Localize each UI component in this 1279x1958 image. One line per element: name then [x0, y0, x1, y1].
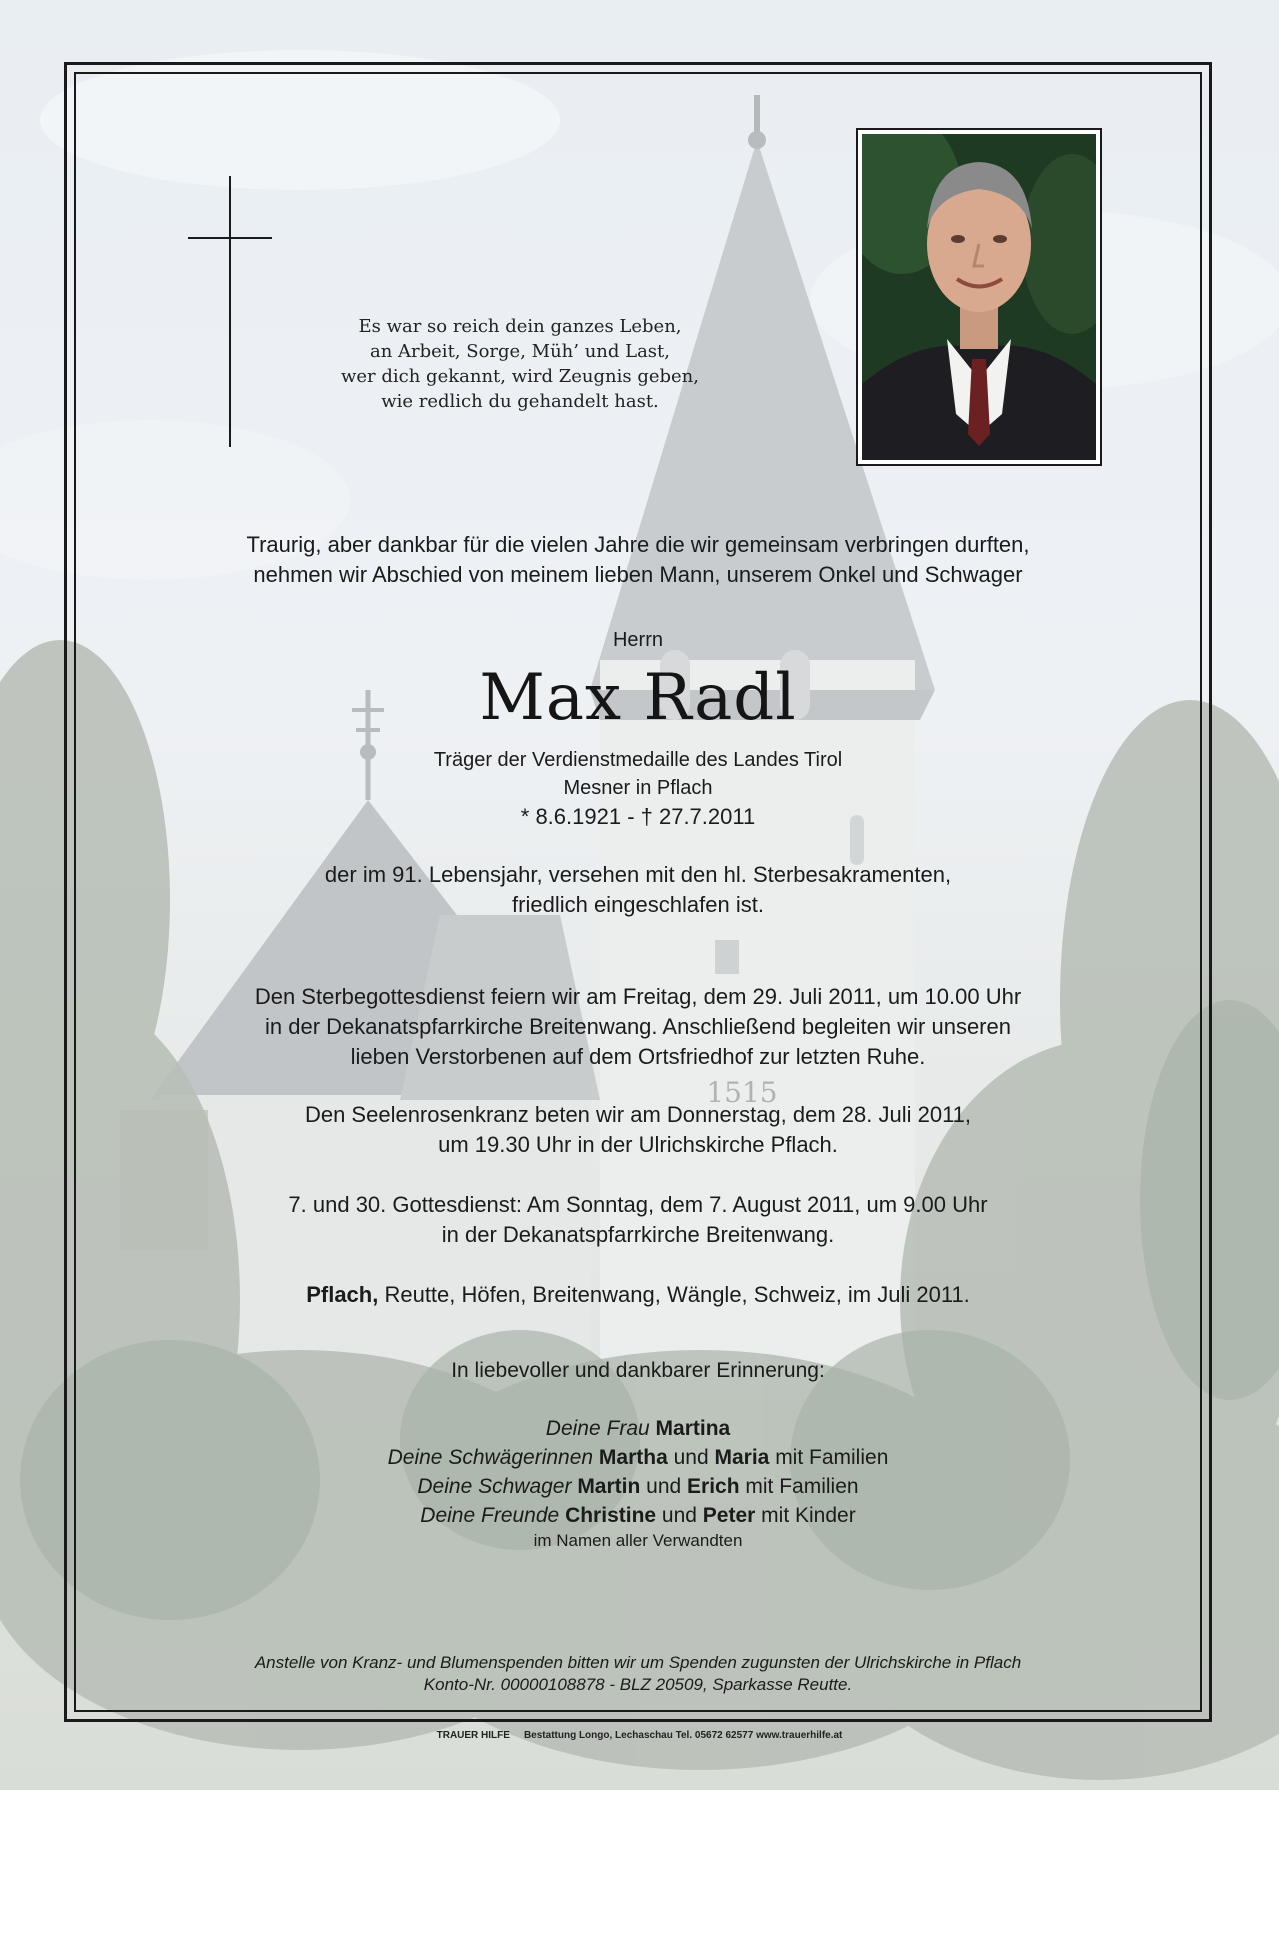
poem-line: wer dich gekannt, wird Zeugnis geben, [341, 366, 699, 387]
intro-line: nehmen wir Abschied von meinem lieben Mann, unserem Onkel und Schwager [253, 562, 1023, 587]
donation-note [74, 1652, 1202, 1696]
poem-line: an Arbeit, Sorge, Müh’ und Last, [369, 341, 670, 362]
funeral-line: Den Sterbegottesdienst feiern wir am Freitag, dem 29. Juli 2011, um 10.00 Uhr [254, 984, 1022, 1009]
mass-line: in der Dekanatspfarrkirche Breitenwang. [441, 1222, 835, 1247]
poem-line: wie redlich du gehandelt hast. [381, 391, 659, 412]
passing-line: der im 91. Lebensjahr, versehen mit den hl. Sterbesakramenten, [324, 862, 952, 887]
poem-line: Es war so reich dein ganzes Leben, [358, 316, 682, 337]
donation-line: Anstelle von Kranz- und Blumenspenden bitten wir um Spenden zugunsten der Ulrichskirche in Pflach [254, 1653, 1022, 1672]
cross-icon-bar [188, 237, 272, 239]
portrait-photo [856, 128, 1102, 466]
intro-text [74, 530, 1202, 590]
mourner-line: Deine Frau Martina [545, 1417, 731, 1440]
mourners-list [74, 1414, 1202, 1552]
title-line: Mesner in Pflach [563, 777, 713, 799]
donation-line: Konto-Nr. 00000108878 - BLZ 20509, Sparkasse Reutte. [423, 1675, 853, 1694]
memory-heading: In liebevoller und dankbarer Erinnerung: [451, 1359, 825, 1382]
cross-icon [229, 176, 231, 447]
memorial-mass [74, 1190, 1202, 1250]
places-line [74, 1280, 1202, 1310]
places-rest: Reutte, Höfen, Breitenwang, Wängle, Schweiz, im Juli 2011. [378, 1282, 970, 1307]
passing-text [74, 860, 1202, 920]
footer-info: Bestattung Longo, Lechaschau Tel. 05672 62577 www.trauerhilfe.at [523, 1730, 843, 1741]
titles [74, 746, 1202, 832]
relatives-line: im Namen aller Verwandten [533, 1531, 743, 1550]
rosary-line: Den Seelenrosenkranz beten wir am Donnerstag, dem 28. Juli 2011, [304, 1102, 972, 1127]
mass-line: 7. und 30. Gottesdienst: Am Sonntag, dem 7. August 2011, um 9.00 Uhr [288, 1192, 988, 1217]
title-line: Träger der Verdienstmedaille des Landes Tirol [433, 749, 843, 771]
funeral-line: lieben Verstorbenen auf dem Ortsfriedhof zur letzten Ruhe. [350, 1044, 926, 1069]
passing-line: friedlich eingeschlafen ist. [512, 892, 764, 917]
intro-line: Traurig, aber dankbar für die vielen Jahre die wir gemeinsam verbringen durften, [246, 532, 1030, 557]
life-dates: * 8.6.1921 - † 27.7.2011 [520, 804, 756, 829]
church-date-text: 1515 [706, 1076, 778, 1109]
portrait-image [862, 134, 1096, 460]
mourner-line: Deine Freunde Christine und Peter mit Kinder [420, 1504, 856, 1527]
footer-brand: TRAUER HILFE [436, 1730, 510, 1741]
funeral-service [74, 982, 1202, 1072]
rosary-line: um 19.30 Uhr in der Ulrichskirche Pflach. [438, 1132, 838, 1157]
mourner-line: Deine Schwägerinnen Martha und Maria mit Familien [387, 1446, 889, 1469]
salutation: Herrn [612, 629, 663, 651]
rosary-text [74, 1100, 1202, 1160]
deceased-name: Max Radl [479, 661, 797, 735]
funeral-line: in der Dekanatspfarrkirche Breitenwang. Anschließend begleiten wir unseren [265, 1014, 1011, 1039]
mourner-line: Deine Schwager Martin und Erich mit Familien [417, 1475, 859, 1498]
poem [330, 314, 710, 414]
footer [0, 1730, 1279, 1741]
places-bold: Pflach, [306, 1282, 379, 1307]
